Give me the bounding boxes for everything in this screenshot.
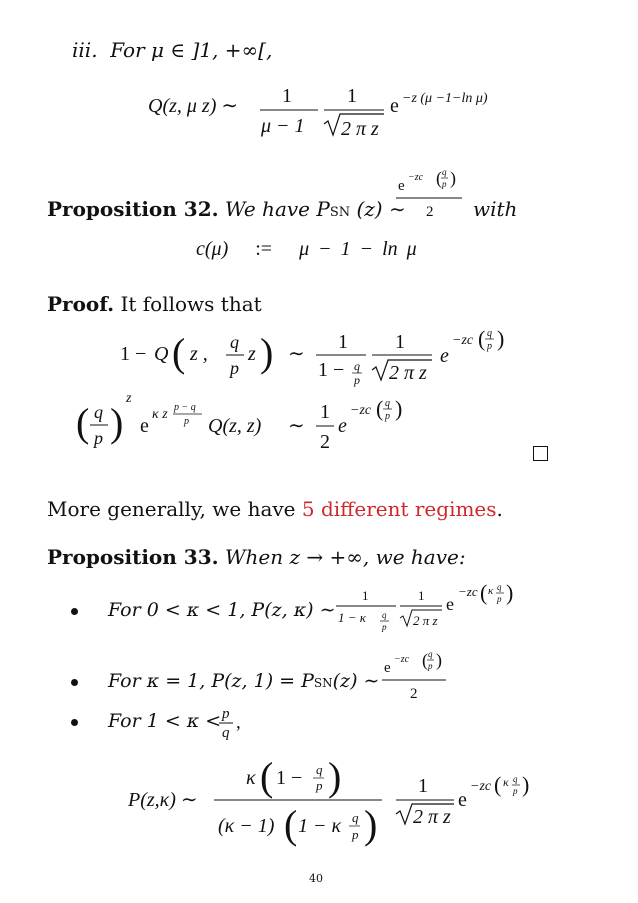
proof-eq1-tilde: ∼ bbox=[288, 343, 305, 365]
proof-eq1-exp: −zc bbox=[452, 333, 474, 348]
bullet-1 bbox=[71, 608, 78, 615]
page-number: 40 bbox=[309, 872, 323, 885]
proof-eq1-Q: Q bbox=[154, 343, 169, 365]
final-num-paren-r: ) bbox=[328, 754, 342, 799]
b3-comma: , bbox=[236, 712, 241, 733]
eq-iii-lhs: Q(z, μ z) ∼ bbox=[148, 95, 239, 117]
proof-eq1-num2: 1 bbox=[395, 331, 405, 353]
prop32-P: P bbox=[316, 197, 330, 221]
bullet-3-frac bbox=[216, 704, 256, 746]
prop33-text: When z → +∞, we have: bbox=[224, 545, 466, 569]
proof-eq2-Q: Q(z, z) bbox=[208, 415, 262, 437]
eq-iii-exp-base: e bbox=[390, 95, 399, 117]
proof-eq2-p: p bbox=[94, 428, 103, 448]
proof-eq2-half-num: 1 bbox=[320, 401, 330, 423]
eq-iii-frac2-den: 2 π z bbox=[341, 118, 379, 140]
proof-eq1-den2: 2 π z bbox=[389, 362, 427, 384]
proof-eq1-paren-l: ( bbox=[172, 330, 186, 375]
prop32-cdef bbox=[196, 238, 417, 261]
b1-den1: 1 − κ bbox=[338, 610, 367, 625]
proof-eq2-e2: e bbox=[338, 415, 347, 437]
final-exp-paren-r: ) bbox=[522, 772, 530, 797]
final-den-one: 1 − κ bbox=[298, 815, 342, 837]
b1-exp-q: q bbox=[497, 582, 502, 592]
equation-iii bbox=[140, 80, 540, 152]
prop32-exp-power: −zc bbox=[408, 172, 424, 183]
final-den-q: q bbox=[352, 810, 359, 825]
b2-e: e bbox=[384, 660, 391, 676]
b2-paren-l: ( bbox=[422, 650, 428, 670]
proof-eq2-kfrac-den: p bbox=[184, 416, 189, 427]
proof-eq1-e: e bbox=[440, 345, 449, 367]
cdef-op: := bbox=[255, 238, 273, 260]
proof-eq2-e: e bbox=[140, 415, 149, 437]
b1-exp-p: p bbox=[497, 594, 502, 604]
b2-sub: SN bbox=[313, 676, 333, 690]
proof-eq1-exp-p: p bbox=[487, 341, 492, 352]
proof-eq1-den-p: p bbox=[354, 373, 360, 387]
prop32-p: p bbox=[442, 179, 447, 189]
more-highlight: 5 different regimes bbox=[301, 497, 497, 521]
b2-p: p bbox=[428, 661, 433, 671]
eq-iii-exp-power: −z (μ −1−ln μ) bbox=[402, 91, 488, 106]
prop32-P-arg: (z) ∼ bbox=[356, 197, 406, 221]
proof-eq2-z: z bbox=[126, 391, 132, 406]
final-e: e bbox=[458, 789, 467, 811]
proof-eq2-exp-paren-l: ( bbox=[376, 396, 384, 421]
bullet-2 bbox=[71, 679, 78, 686]
bullet-1-text: For 0 < κ < 1, P(z, κ) ∼ bbox=[108, 599, 336, 621]
b1-exp-k: κ bbox=[488, 585, 494, 597]
prop32-text-before: We have bbox=[224, 197, 310, 221]
b2-paren-r: ) bbox=[436, 650, 442, 670]
b2-den: 2 bbox=[410, 686, 418, 702]
bullet-1-formula bbox=[334, 580, 534, 640]
prop32-label: Proposition 32. bbox=[47, 197, 219, 221]
prop32-exp-e: e bbox=[398, 178, 405, 194]
b1-den2: 2 π z bbox=[413, 613, 438, 628]
eq-iii-frac1-den: μ − 1 bbox=[261, 115, 305, 137]
more-generally bbox=[47, 497, 503, 521]
eq-iii-frac1-num: 1 bbox=[282, 85, 292, 107]
proof-eq2-exp-q: q bbox=[385, 398, 390, 409]
prop32-line bbox=[47, 197, 406, 221]
proof-line bbox=[47, 292, 262, 316]
b2-main: For κ = 1, P(z, 1) = P bbox=[108, 670, 314, 692]
proof-eq2-exp: −zc bbox=[350, 403, 372, 418]
proof-eq1-one-minus: 1 − bbox=[120, 343, 147, 365]
proof-eq1-num1: 1 bbox=[338, 331, 348, 353]
cdef-rhs: μ − 1 − ln μ bbox=[299, 238, 417, 260]
proof-eq1-den1: 1 − bbox=[318, 359, 345, 381]
proof-eq1-paren-r: ) bbox=[260, 330, 274, 375]
final-den-p: p bbox=[352, 827, 359, 842]
final-exp-q: q bbox=[513, 774, 518, 784]
proof-text: It follows that bbox=[120, 292, 262, 316]
final-den2: 2 π z bbox=[413, 806, 451, 828]
final-exp: −zc bbox=[470, 779, 492, 794]
final-num-paren-l: ( bbox=[260, 754, 274, 799]
proof-eq2-kfrac-num: p − q bbox=[174, 402, 196, 413]
b1-e: e bbox=[446, 594, 454, 614]
proof-eq1-exp-paren-l: ( bbox=[478, 326, 486, 351]
proof-eq1-z2: z bbox=[248, 343, 256, 365]
prop32-paren-r: ) bbox=[450, 168, 456, 188]
proof-eq2-exp-p: p bbox=[385, 411, 390, 422]
proof-eq2-paren-l: ( bbox=[76, 400, 90, 445]
proof-eq2-exp-paren-r: ) bbox=[395, 396, 403, 421]
final-num-k: κ bbox=[246, 767, 256, 789]
bullet-3 bbox=[71, 719, 78, 726]
eq-iii-frac2-num: 1 bbox=[347, 85, 357, 107]
item-iii bbox=[72, 38, 272, 62]
proof-eq2-half-den: 2 bbox=[320, 431, 330, 453]
hidden-dummy: 1 bbox=[290, 66, 291, 67]
proof-equations bbox=[70, 318, 530, 468]
bullet-2-formula bbox=[376, 648, 456, 710]
b1-exp-paren-r: ) bbox=[506, 580, 514, 605]
b1-den-p: p bbox=[382, 622, 387, 632]
final-den-paren-r: ) bbox=[364, 802, 378, 847]
more-before: More generally, we have bbox=[47, 497, 296, 521]
proof-eq1-den-q: q bbox=[354, 359, 360, 373]
cdef-lhs: c(μ) bbox=[196, 238, 229, 260]
proof-eq1-exp-q: q bbox=[487, 328, 492, 339]
final-exp-p: p bbox=[513, 786, 518, 796]
b1-exp: −zc bbox=[458, 584, 478, 599]
proof-eq1-exp-paren-r: ) bbox=[497, 326, 505, 351]
b3-q: q bbox=[222, 725, 230, 741]
qed-box bbox=[533, 446, 548, 461]
b2-after: (z) ∼ bbox=[332, 670, 380, 692]
prop33-label: Proposition 33. bbox=[47, 545, 219, 569]
b1-exp-paren-l: ( bbox=[480, 580, 488, 605]
final-num-p: p bbox=[316, 778, 323, 793]
final-den-paren-l: ( bbox=[284, 802, 298, 847]
proof-label: Proof. bbox=[47, 292, 115, 316]
final-exp-paren-l: ( bbox=[494, 772, 502, 797]
proof-eq2-paren-r: ) bbox=[110, 400, 124, 445]
final-exp-k: κ bbox=[503, 775, 509, 789]
proof-eq2-tilde: ∼ bbox=[288, 415, 305, 437]
proof-eq2-kz: κ z bbox=[152, 407, 168, 422]
proof-eq2-q: q bbox=[94, 402, 103, 422]
final-num-q: q bbox=[316, 762, 323, 777]
prop33-line bbox=[47, 545, 466, 569]
final-lhs: P(z,κ) ∼ bbox=[128, 789, 198, 811]
b2-q: q bbox=[428, 649, 433, 659]
final-formula bbox=[120, 752, 540, 852]
prop32-den: 2 bbox=[426, 204, 434, 220]
prop32-with: with bbox=[473, 197, 518, 221]
proof-eq1-q: q bbox=[230, 332, 239, 352]
final-num-one: 1 − bbox=[276, 767, 303, 789]
proof-eq1-z: z , bbox=[190, 343, 208, 365]
final-num2: 1 bbox=[418, 775, 428, 797]
item-iii-text: For μ ∈ ]1, +∞[, bbox=[110, 38, 273, 62]
b1-num1: 1 bbox=[362, 588, 369, 603]
b3-p: p bbox=[222, 706, 230, 722]
bullet-2-text bbox=[108, 670, 379, 692]
bullet-3-text: For 1 < κ < bbox=[108, 710, 222, 732]
b2-exp: −zc bbox=[394, 654, 410, 665]
prop32-P-sub: SN bbox=[329, 205, 351, 220]
more-after: . bbox=[496, 497, 503, 521]
prop32-q: q bbox=[442, 167, 447, 177]
b1-den-q: q bbox=[382, 610, 387, 620]
prop32-paren-l: ( bbox=[436, 168, 442, 188]
final-den-kminus: (κ − 1) bbox=[218, 815, 275, 837]
item-iii-label: iii. bbox=[72, 38, 98, 62]
b1-num2: 1 bbox=[418, 588, 425, 603]
proof-eq1-p: p bbox=[230, 358, 239, 378]
